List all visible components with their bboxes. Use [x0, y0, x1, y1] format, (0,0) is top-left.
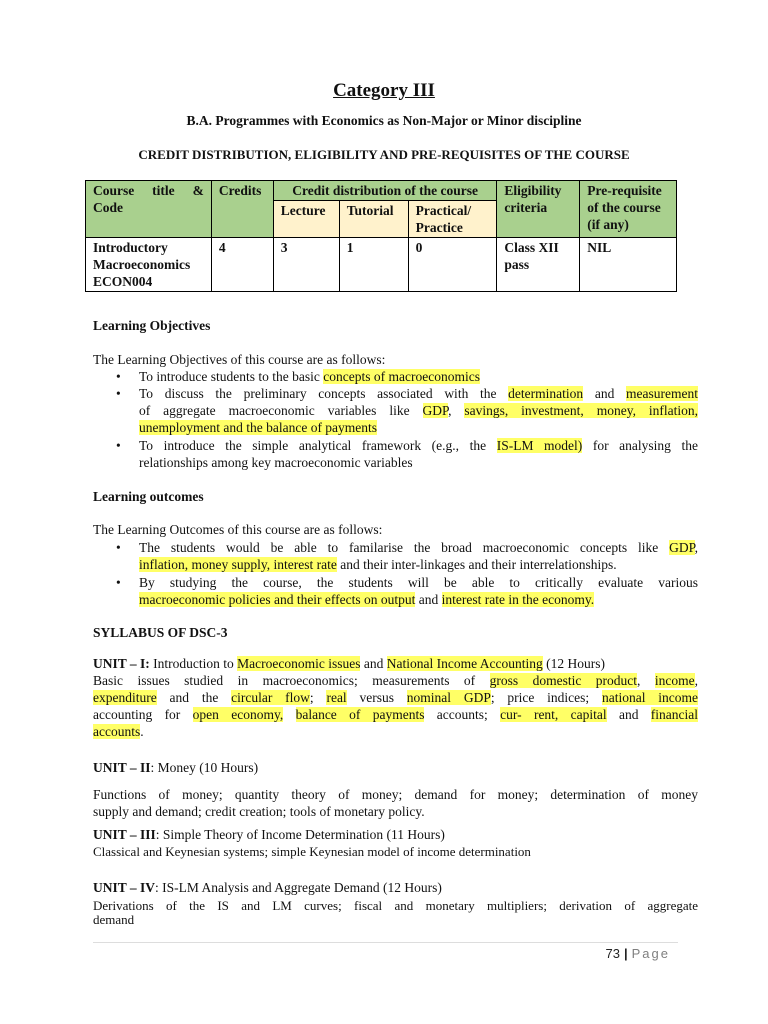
unit-4-line-2: demand [93, 912, 135, 927]
header-tutorial: Tutorial [339, 201, 408, 238]
objective-item-2-line-1: To discuss the preliminary concepts associated with the determination and measurement [139, 386, 698, 401]
unit-1-line-1: Basic issues studied in macroeconomics; measurements of gross domestic product, income, [93, 673, 699, 688]
bullet-icon: • [116, 386, 121, 401]
objectives-heading: Learning Objectives [93, 318, 211, 333]
cell-practical: 0 [408, 238, 497, 292]
unit-4-title: UNIT – IV: IS-LM Analysis and Aggregate Demand (12 Hours) [93, 880, 442, 895]
unit-2-line-2: supply and demand; credit creation; tools of monetary policy. [93, 804, 425, 819]
header-eligibility: Eligibility criteria [497, 181, 580, 238]
bullet-icon: • [116, 438, 121, 453]
cell-eligibility: Class XII pass [497, 238, 580, 292]
page-number: 73 | Page [605, 946, 670, 961]
unit-3-line-1: Classical and Keynesian systems; simple Keynesian model of income determination [93, 844, 531, 859]
bullet-icon: • [116, 369, 121, 384]
cell-tutorial: 1 [339, 238, 408, 292]
page-title: Category III [333, 80, 435, 101]
outcomes-intro: The Learning Outcomes of this course are as follows: [93, 522, 383, 537]
unit-1-line-2: expenditure and the circular flow; real versus nominal GDP; price indices; national income [93, 690, 698, 705]
header-credits: Credits [211, 181, 273, 238]
unit-1-line-3: accounting for open economy, balance of payments accounts; cur- rent, capital and financial [93, 707, 699, 722]
unit-2-line-1: Functions of money; quantity theory of money; demand for money; determination of money [93, 787, 698, 802]
cell-credits: 4 [211, 238, 273, 292]
section-heading: CREDIT DISTRIBUTION, ELIGIBILITY AND PRE-REQUISITES OF THE COURSE [138, 147, 630, 162]
unit-3-title: UNIT – III: Simple Theory of Income Determination (11 Hours) [93, 827, 445, 842]
cell-course: Introductory Macroeconomics ECON004 [86, 238, 212, 292]
header-course-title-line-1: Course title & [93, 183, 204, 198]
unit-1-title: UNIT – I: Introduction to Macroeconomic issues and National Income Accounting (12 Hours) [93, 656, 605, 671]
outcomes-heading: Learning outcomes [93, 489, 204, 504]
header-practical: Practical/ Practice [408, 201, 497, 238]
objective-item-2-line-3: unemployment and the balance of payments [139, 420, 378, 435]
unit-4-line-1: Derivations of the IS and LM curves; fiscal and monetary multipliers; derivation of aggregate [93, 898, 698, 913]
objective-item-2-line-2: of aggregate macroeconomic variables like GDP, savings, investment, money, inflation, [139, 403, 699, 418]
objectives-intro: The Learning Objectives of this course are as follows: [93, 352, 386, 367]
objective-item-3-line-1: To introduce the simple analytical framework (e.g., the IS-LM model) for analysing the [139, 438, 698, 453]
outcome-item-1-line-1: The students would be able to familarise the broad macroeconomic concepts like GDP, [139, 540, 698, 555]
outcome-item-2-line-2: macroeconomic policies and their effects on output and interest rate in the economy. [139, 592, 595, 607]
programme-subtitle: B.A. Programmes with Economics as Non-Major or Minor discipline [186, 113, 582, 128]
syllabus-heading: SYLLABUS OF DSC-3 [93, 625, 228, 640]
cell-lecture: 3 [273, 238, 339, 292]
credit-distribution-table [85, 180, 677, 292]
objective-item-1: To introduce students to the basic concepts of macroeconomics [139, 369, 480, 384]
cell-prerequisite: NIL [580, 238, 677, 292]
bullet-icon: • [116, 540, 121, 555]
footer-divider [93, 942, 678, 943]
bullet-icon: • [116, 575, 121, 590]
outcome-item-1-line-2: inflation, money supply, interest rate and their inter-linkages and their interrelationships. [139, 557, 617, 572]
header-credit-distribution: Credit distribution of the course [273, 181, 497, 201]
header-lecture: Lecture [273, 201, 339, 238]
outcome-item-2-line-1: By studying the course, the students will be able to critically evaluate various [139, 575, 698, 590]
header-prerequisite: Pre-requisite of the course (if any) [580, 181, 677, 238]
objective-item-3-line-2: relationships among key macroeconomic variables [139, 455, 413, 470]
header-course-title-line-2: Code [93, 200, 123, 215]
unit-2-title: UNIT – II: Money (10 Hours) [93, 760, 259, 775]
header-course-title [86, 181, 212, 238]
unit-1-line-4: accounts. [93, 724, 144, 739]
